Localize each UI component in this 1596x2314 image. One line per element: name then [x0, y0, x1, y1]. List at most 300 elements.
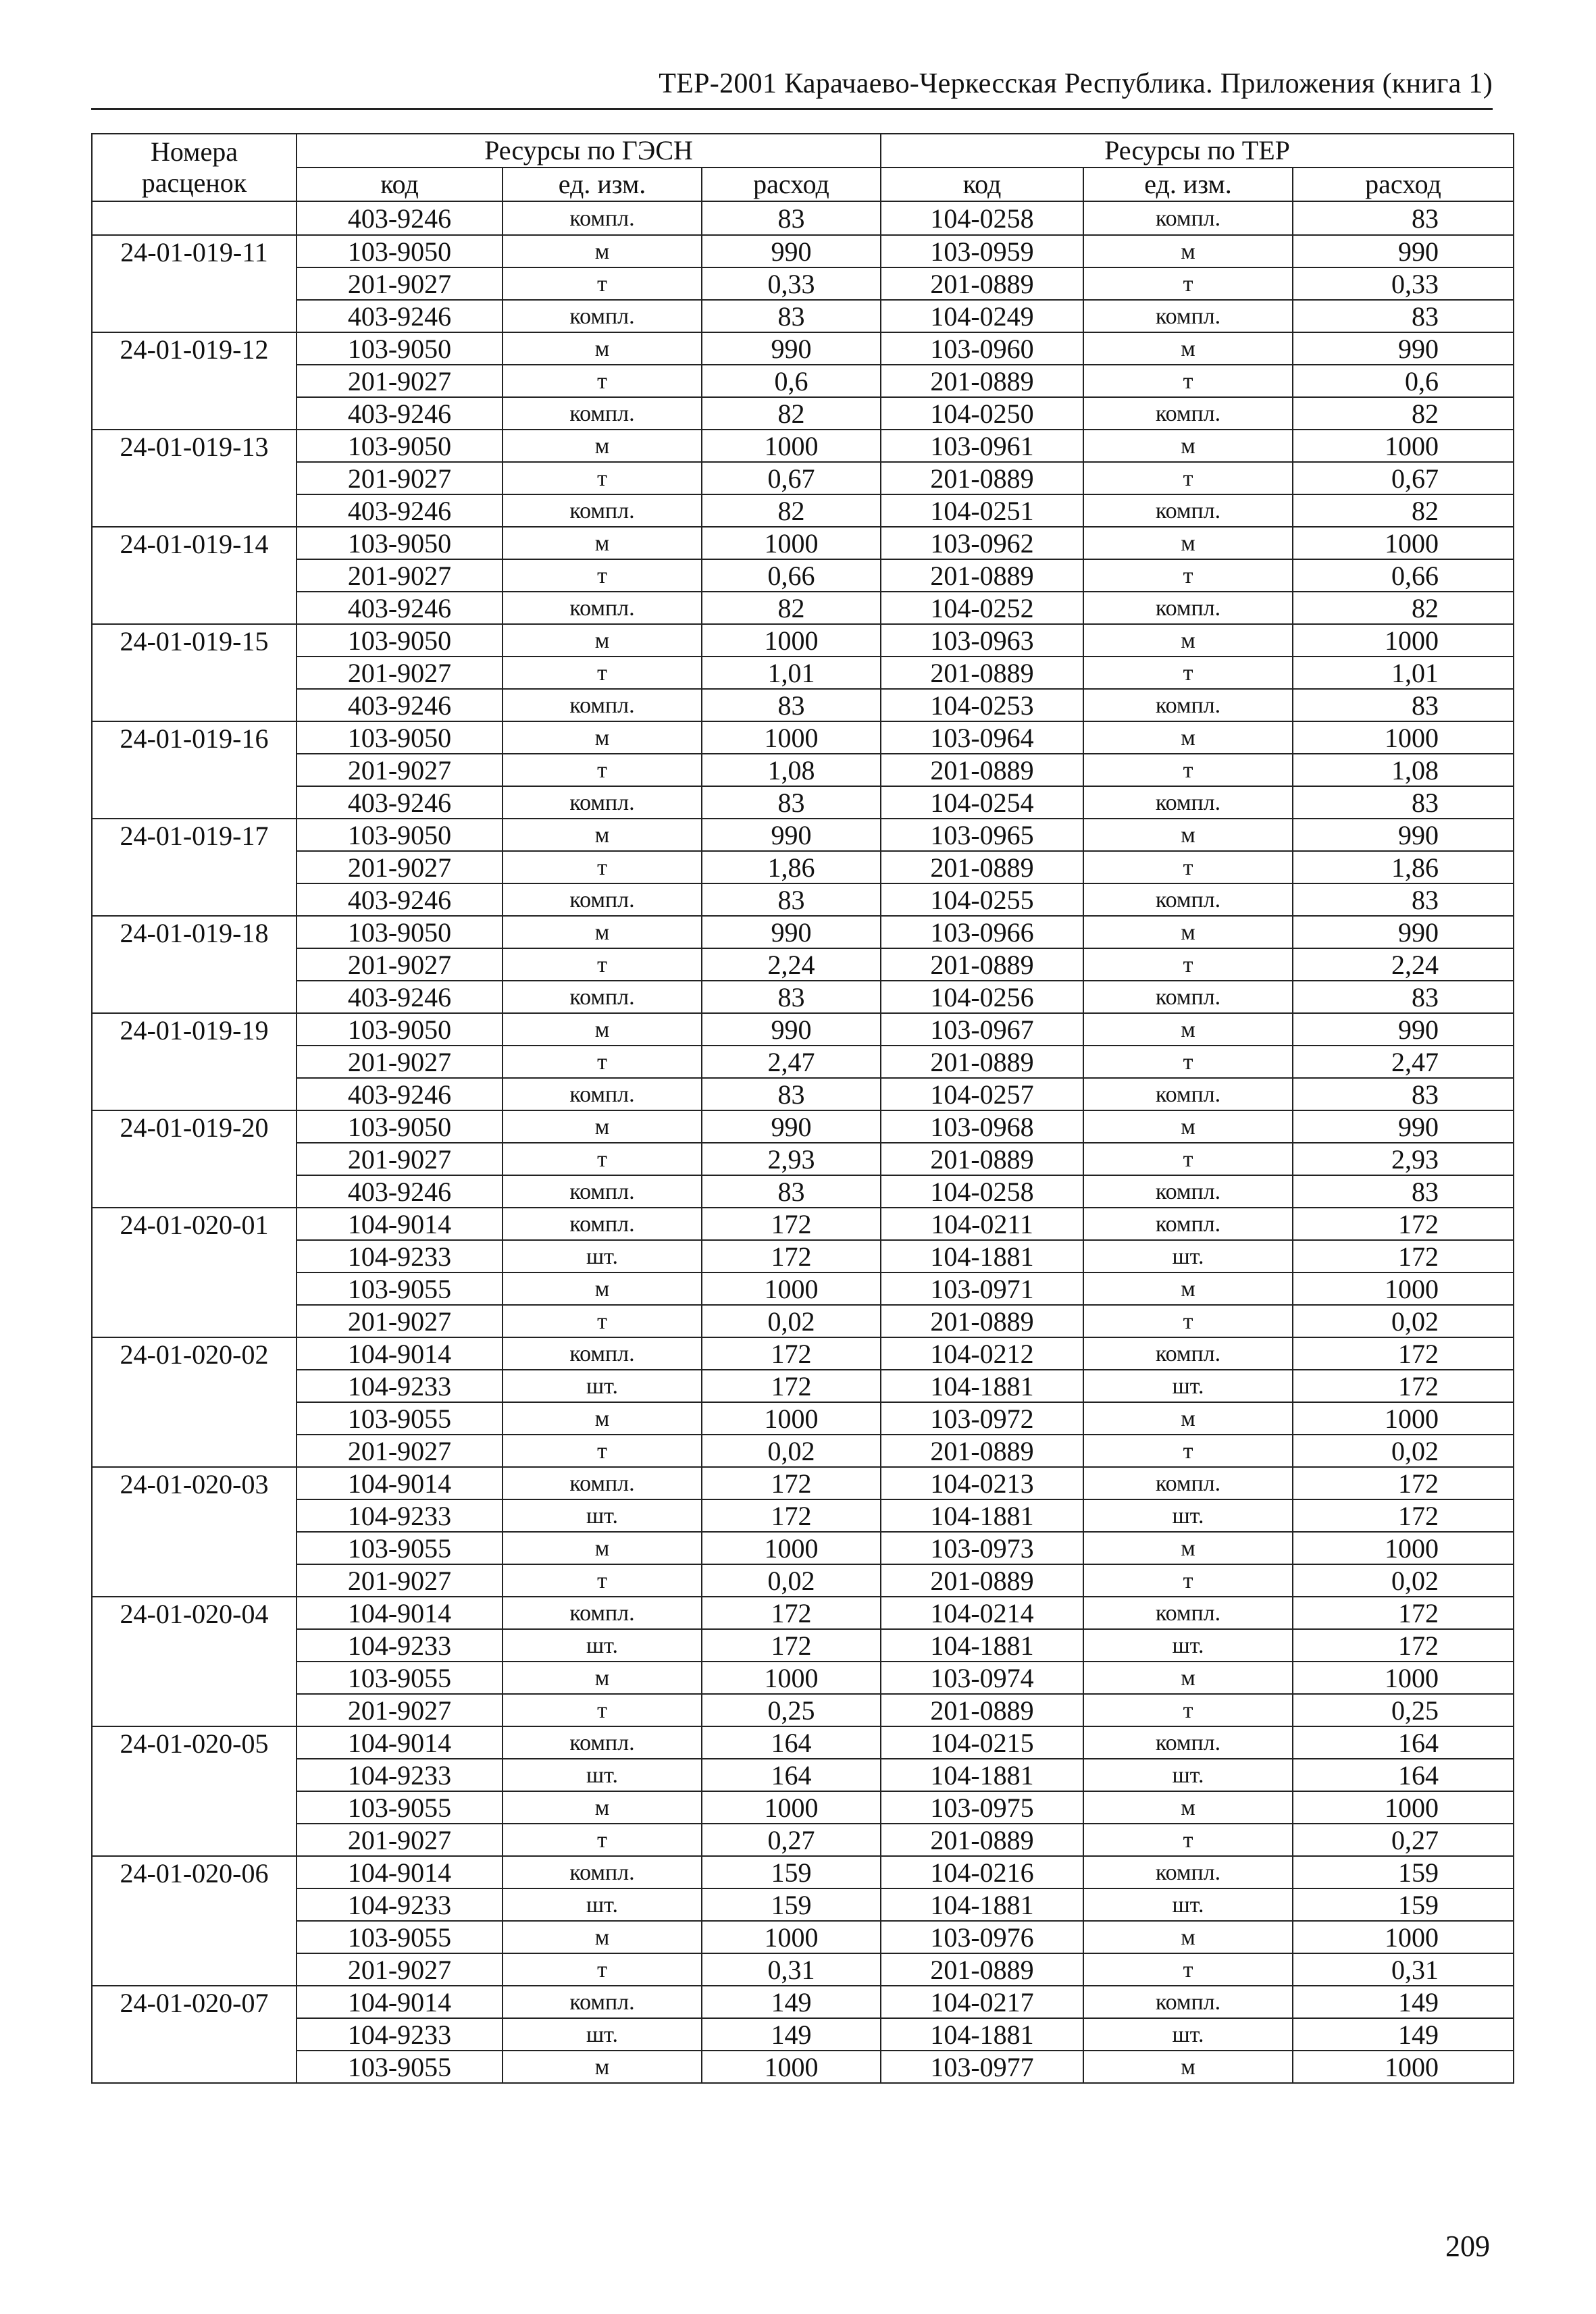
ter-code-cell: 104-0216 [881, 1856, 1083, 1888]
ter-qty-cell: 1000 [1293, 2051, 1514, 2083]
gesn-code-cell: 403-9246 [297, 689, 503, 721]
gesn-code-cell: 103-9050 [297, 721, 503, 754]
gesn-unit-cell: м [503, 1013, 702, 1046]
ter-code-cell: 103-0965 [881, 819, 1083, 851]
gesn-code-cell: 201-9027 [297, 754, 503, 786]
ter-unit-cell: шт. [1083, 2018, 1293, 2051]
ter-code-cell: 201-0889 [881, 1953, 1083, 1986]
ter-unit-cell: компл. [1083, 201, 1293, 235]
table-row [92, 1856, 1514, 1888]
table-row [92, 1370, 1514, 1402]
ter-qty-cell: 1,86 [1293, 851, 1514, 883]
ter-qty-cell: 990 [1293, 1110, 1514, 1143]
gesn-unit-cell: т [503, 1435, 702, 1467]
gesn-code-cell: 104-9014 [297, 1337, 503, 1370]
table-row [92, 883, 1514, 916]
table-row [92, 1175, 1514, 1208]
ter-qty-cell: 83 [1293, 1175, 1514, 1208]
ter-code-cell: 201-0889 [881, 851, 1083, 883]
ter-code-cell: 103-0964 [881, 721, 1083, 754]
ter-code-cell: 103-0976 [881, 1921, 1083, 1953]
gesn-qty-cell: 0,33 [702, 267, 881, 300]
gesn-qty-cell: 1000 [702, 624, 881, 657]
ter-code-cell: 104-1881 [881, 1629, 1083, 1662]
gesn-code-cell: 104-9014 [297, 1467, 503, 1499]
gesn-code-cell: 403-9246 [297, 1078, 503, 1110]
ter-unit-cell: м [1083, 1402, 1293, 1435]
ter-code-cell: 104-1881 [881, 1370, 1083, 1402]
gesn-qty-cell: 164 [702, 1759, 881, 1791]
ter-qty-cell: 0,02 [1293, 1564, 1514, 1597]
ter-code-cell: 104-0215 [881, 1726, 1083, 1759]
table-head [92, 134, 1514, 201]
gesn-qty-cell: 82 [702, 592, 881, 624]
table-row [92, 494, 1514, 527]
ter-code-cell: 201-0889 [881, 657, 1083, 689]
gesn-code-cell: 201-9027 [297, 657, 503, 689]
table-row [92, 1046, 1514, 1078]
ter-code-cell: 201-0889 [881, 1143, 1083, 1175]
gesn-code-cell: 103-9055 [297, 2051, 503, 2083]
gesn-unit-cell: т [503, 1953, 702, 1986]
gesn-unit-cell: м [503, 1532, 702, 1564]
table-row [92, 981, 1514, 1013]
gesn-code-cell: 104-9014 [297, 1597, 503, 1629]
gesn-qty-cell: 990 [702, 1013, 881, 1046]
ter-qty-cell: 83 [1293, 1078, 1514, 1110]
rate-number-cell: 24-01-019-19 [92, 1013, 297, 1110]
ter-qty-cell: 1000 [1293, 721, 1514, 754]
table-row [92, 559, 1514, 592]
ter-qty-cell: 159 [1293, 1888, 1514, 1921]
rate-number-cell: 24-01-019-16 [92, 721, 297, 819]
ter-code-cell: 104-0251 [881, 494, 1083, 527]
ter-qty-cell: 82 [1293, 494, 1514, 527]
gesn-code-cell: 103-9050 [297, 1013, 503, 1046]
ter-code-cell: 104-0212 [881, 1337, 1083, 1370]
gesn-code-cell: 103-9050 [297, 235, 503, 267]
gesn-qty-cell: 1,86 [702, 851, 881, 883]
gesn-unit-cell: компл. [503, 494, 702, 527]
gesn-qty-cell: 149 [702, 1986, 881, 2018]
ter-code-cell: 103-0973 [881, 1532, 1083, 1564]
ter-unit-cell: компл. [1083, 1337, 1293, 1370]
gesn-code-cell: 104-9014 [297, 1208, 503, 1240]
ter-code-cell: 104-0217 [881, 1986, 1083, 2018]
gesn-qty-cell: 0,25 [702, 1694, 881, 1726]
gesn-unit-cell: шт. [503, 1629, 702, 1662]
gesn-unit-cell: м [503, 1402, 702, 1435]
gesn-qty-cell: 0,02 [702, 1564, 881, 1597]
gesn-unit-cell: м [503, 624, 702, 657]
gesn-qty-cell: 172 [702, 1467, 881, 1499]
gesn-qty-cell: 149 [702, 2018, 881, 2051]
gesn-unit-cell: компл. [503, 883, 702, 916]
ter-unit-cell: компл. [1083, 1208, 1293, 1240]
gesn-code-cell: 104-9014 [297, 1986, 503, 2018]
gesn-unit-cell: компл. [503, 1856, 702, 1888]
gesn-unit-cell: т [503, 365, 702, 397]
gesn-unit-cell: т [503, 1824, 702, 1856]
ter-qty-cell: 0,67 [1293, 462, 1514, 494]
gesn-unit-cell: т [503, 267, 702, 300]
rate-number-cell: 24-01-019-18 [92, 916, 297, 1013]
gesn-code-cell: 201-9027 [297, 1824, 503, 1856]
ter-unit-cell: т [1083, 1305, 1293, 1337]
gesn-qty-cell: 83 [702, 1078, 881, 1110]
table-row [92, 1597, 1514, 1629]
gesn-unit-cell: м [503, 819, 702, 851]
ter-qty-cell: 1000 [1293, 624, 1514, 657]
gesn-unit-cell: м [503, 430, 702, 462]
table-row [92, 1824, 1514, 1856]
gesn-unit-cell: м [503, 2051, 702, 2083]
ter-code-cell: 104-0257 [881, 1078, 1083, 1110]
gesn-code-cell: 201-9027 [297, 365, 503, 397]
table-row [92, 201, 1514, 235]
gesn-code-header: код [297, 168, 503, 201]
ter-code-cell: 104-0249 [881, 300, 1083, 332]
ter-qty-cell: 83 [1293, 981, 1514, 1013]
gesn-code-cell: 103-9055 [297, 1662, 503, 1694]
gesn-unit-cell: т [503, 754, 702, 786]
ter-qty-cell: 1000 [1293, 1662, 1514, 1694]
header-row-groups [92, 134, 1514, 168]
ter-code-cell: 104-0250 [881, 397, 1083, 430]
ter-unit-cell: шт. [1083, 1759, 1293, 1791]
gesn-code-cell: 104-9233 [297, 1499, 503, 1532]
ter-unit-cell: шт. [1083, 1370, 1293, 1402]
ter-code-cell: 103-0972 [881, 1402, 1083, 1435]
ter-qty-cell: 1000 [1293, 1272, 1514, 1305]
gesn-code-cell: 403-9246 [297, 300, 503, 332]
ter-qty-cell: 1,08 [1293, 754, 1514, 786]
ter-qty-cell: 172 [1293, 1629, 1514, 1662]
gesn-qty-cell: 159 [702, 1888, 881, 1921]
ter-qty-cell: 990 [1293, 332, 1514, 365]
ter-unit-cell: м [1083, 1532, 1293, 1564]
gesn-code-cell: 103-9050 [297, 624, 503, 657]
ter-qty-cell: 1000 [1293, 1921, 1514, 1953]
table-row [92, 527, 1514, 559]
ter-code-cell: 104-1881 [881, 1499, 1083, 1532]
gesn-unit-cell: т [503, 948, 702, 981]
gesn-code-cell: 104-9233 [297, 2018, 503, 2051]
gesn-code-cell: 104-9233 [297, 1759, 503, 1791]
ter-qty-cell: 1000 [1293, 1791, 1514, 1824]
ter-code-cell: 201-0889 [881, 1046, 1083, 1078]
table-row [92, 819, 1514, 851]
table-row [92, 1662, 1514, 1694]
gesn-code-cell: 201-9027 [297, 267, 503, 300]
col-numbers-line1: Номера [151, 136, 238, 167]
table-row [92, 657, 1514, 689]
gesn-qty-cell: 0,67 [702, 462, 881, 494]
gesn-qty-cell: 0,02 [702, 1305, 881, 1337]
gesn-code-cell: 104-9014 [297, 1856, 503, 1888]
ter-qty-cell: 0,25 [1293, 1694, 1514, 1726]
gesn-code-cell: 201-9027 [297, 1435, 503, 1467]
gesn-qty-cell: 83 [702, 201, 881, 235]
ter-code-cell: 201-0889 [881, 365, 1083, 397]
table-row [92, 332, 1514, 365]
gesn-qty-cell: 83 [702, 883, 881, 916]
gesn-code-cell: 103-9055 [297, 1791, 503, 1824]
gesn-qty-cell: 164 [702, 1726, 881, 1759]
gesn-code-cell: 104-9233 [297, 1240, 503, 1272]
gesn-code-cell: 104-9014 [297, 1726, 503, 1759]
ter-unit-cell: т [1083, 1046, 1293, 1078]
ter-qty-header: расход [1293, 168, 1514, 201]
ter-unit-cell: м [1083, 916, 1293, 948]
ter-unit-cell: т [1083, 1564, 1293, 1597]
gesn-qty-cell: 990 [702, 916, 881, 948]
gesn-unit-cell: шт. [503, 2018, 702, 2051]
gesn-unit-cell: шт. [503, 1499, 702, 1532]
gesn-qty-cell: 82 [702, 397, 881, 430]
table-row [92, 592, 1514, 624]
gesn-code-cell: 104-9233 [297, 1888, 503, 1921]
gesn-code-cell: 103-9055 [297, 1921, 503, 1953]
gesn-unit-cell: м [503, 527, 702, 559]
ter-code-cell: 104-1881 [881, 1240, 1083, 1272]
gesn-unit-cell: компл. [503, 786, 702, 819]
gesn-qty-cell: 2,24 [702, 948, 881, 981]
gesn-code-cell: 103-9050 [297, 819, 503, 851]
ter-code-cell: 103-0977 [881, 2051, 1083, 2083]
rate-number-cell: 24-01-019-17 [92, 819, 297, 916]
rate-number-cell: 24-01-020-02 [92, 1337, 297, 1467]
ter-code-header: код [881, 168, 1083, 201]
ter-unit-cell: т [1083, 1143, 1293, 1175]
ter-code-cell: 104-0252 [881, 592, 1083, 624]
table-row [92, 1240, 1514, 1272]
ter-code-cell: 103-0961 [881, 430, 1083, 462]
ter-unit-cell: компл. [1083, 1078, 1293, 1110]
rate-number-cell: 24-01-019-15 [92, 624, 297, 721]
gesn-qty-cell: 1,01 [702, 657, 881, 689]
gesn-unit-cell: шт. [503, 1370, 702, 1402]
gesn-qty-cell: 172 [702, 1240, 881, 1272]
header-row-sub [92, 168, 1514, 201]
table-row [92, 1791, 1514, 1824]
gesn-code-cell: 403-9246 [297, 494, 503, 527]
ter-code-cell: 104-0253 [881, 689, 1083, 721]
gesn-unit-cell: компл. [503, 1597, 702, 1629]
ter-code-cell: 104-0254 [881, 786, 1083, 819]
ter-qty-cell: 149 [1293, 2018, 1514, 2051]
ter-unit-cell: т [1083, 754, 1293, 786]
gesn-unit-cell: м [503, 916, 702, 948]
gesn-unit-cell: компл. [503, 300, 702, 332]
gesn-code-cell: 201-9027 [297, 462, 503, 494]
ter-qty-cell: 172 [1293, 1467, 1514, 1499]
ter-qty-cell: 164 [1293, 1726, 1514, 1759]
ter-qty-cell: 172 [1293, 1208, 1514, 1240]
ter-code-cell: 104-0258 [881, 1175, 1083, 1208]
table-row [92, 1499, 1514, 1532]
gesn-qty-cell: 990 [702, 819, 881, 851]
gesn-unit-cell: м [503, 1110, 702, 1143]
gesn-qty-cell: 0,31 [702, 1953, 881, 1986]
rate-number-cell [92, 201, 297, 235]
table-row [92, 1986, 1514, 2018]
ter-qty-cell: 172 [1293, 1597, 1514, 1629]
gesn-unit-cell: м [503, 1921, 702, 1953]
ter-unit-cell: м [1083, 1791, 1293, 1824]
gesn-unit-cell: т [503, 462, 702, 494]
ter-unit-cell: т [1083, 559, 1293, 592]
gesn-qty-cell: 83 [702, 1175, 881, 1208]
gesn-qty-cell: 0,02 [702, 1435, 881, 1467]
ter-unit-cell: м [1083, 430, 1293, 462]
ter-unit-cell: м [1083, 1013, 1293, 1046]
table-row [92, 1726, 1514, 1759]
ter-unit-cell: компл. [1083, 1986, 1293, 2018]
gesn-qty-cell: 172 [702, 1597, 881, 1629]
ter-qty-cell: 0,02 [1293, 1435, 1514, 1467]
gesn-code-cell: 201-9027 [297, 1694, 503, 1726]
gesn-qty-cell: 1000 [702, 1921, 881, 1953]
table-row [92, 851, 1514, 883]
gesn-code-cell: 403-9246 [297, 397, 503, 430]
table-row [92, 1013, 1514, 1046]
gesn-unit-cell: т [503, 1143, 702, 1175]
table-row [92, 1337, 1514, 1370]
ter-code-cell: 103-0975 [881, 1791, 1083, 1824]
gesn-unit-cell: т [503, 851, 702, 883]
gesn-unit-cell: шт. [503, 1759, 702, 1791]
gesn-qty-cell: 2,47 [702, 1046, 881, 1078]
gesn-code-cell: 104-9233 [297, 1370, 503, 1402]
ter-unit-cell: т [1083, 267, 1293, 300]
table-row [92, 397, 1514, 430]
table-row [92, 624, 1514, 657]
ter-code-cell: 201-0889 [881, 754, 1083, 786]
ter-unit-cell: м [1083, 1110, 1293, 1143]
ter-code-cell: 201-0889 [881, 1694, 1083, 1726]
ter-unit-cell: компл. [1083, 397, 1293, 430]
col-numbers-header [92, 134, 297, 201]
gesn-qty-cell: 1,08 [702, 754, 881, 786]
ter-code-cell: 103-0963 [881, 624, 1083, 657]
gesn-qty-cell: 1000 [702, 1791, 881, 1824]
ter-unit-cell: компл. [1083, 1175, 1293, 1208]
gesn-unit-cell: компл. [503, 1078, 702, 1110]
gesn-qty-cell: 83 [702, 689, 881, 721]
ter-unit-cell: м [1083, 1921, 1293, 1953]
gesn-unit-cell: компл. [503, 1986, 702, 2018]
gesn-unit-cell: компл. [503, 981, 702, 1013]
ter-code-cell: 104-0214 [881, 1597, 1083, 1629]
col-numbers-line2: расценок [141, 168, 247, 198]
ter-code-cell: 104-0255 [881, 883, 1083, 916]
ter-unit-cell: компл. [1083, 300, 1293, 332]
ter-code-cell: 103-0959 [881, 235, 1083, 267]
gesn-qty-cell: 990 [702, 235, 881, 267]
gesn-unit-cell: шт. [503, 1888, 702, 1921]
ter-qty-cell: 0,02 [1293, 1305, 1514, 1337]
ter-code-cell: 201-0889 [881, 1564, 1083, 1597]
ter-unit-cell: м [1083, 819, 1293, 851]
gesn-unit-cell: м [503, 1791, 702, 1824]
ter-qty-cell: 82 [1293, 397, 1514, 430]
ter-qty-cell: 0,27 [1293, 1824, 1514, 1856]
resource-mapping-table [91, 133, 1514, 2084]
gesn-qty-cell: 83 [702, 300, 881, 332]
ter-unit-cell: компл. [1083, 786, 1293, 819]
gesn-qty-cell: 1000 [702, 1272, 881, 1305]
table-row [92, 1208, 1514, 1240]
gesn-unit-cell: шт. [503, 1240, 702, 1272]
gesn-code-cell: 403-9246 [297, 592, 503, 624]
header-rule [91, 108, 1493, 110]
gesn-qty-cell: 172 [702, 1208, 881, 1240]
ter-code-cell: 104-1881 [881, 1888, 1083, 1921]
gesn-unit-cell: м [503, 1662, 702, 1694]
gesn-code-cell: 103-9050 [297, 430, 503, 462]
ter-qty-cell: 172 [1293, 1370, 1514, 1402]
ter-qty-cell: 83 [1293, 883, 1514, 916]
rate-number-cell: 24-01-020-03 [92, 1467, 297, 1597]
ter-qty-cell: 2,93 [1293, 1143, 1514, 1175]
ter-code-cell: 201-0889 [881, 1435, 1083, 1467]
ter-qty-cell: 149 [1293, 1986, 1514, 2018]
table-row [92, 1143, 1514, 1175]
gesn-qty-cell: 0,6 [702, 365, 881, 397]
gesn-unit-cell: компл. [503, 1467, 702, 1499]
ter-unit-cell: м [1083, 624, 1293, 657]
ter-unit-cell: компл. [1083, 494, 1293, 527]
gesn-code-cell: 201-9027 [297, 1953, 503, 1986]
gesn-unit-cell: компл. [503, 1175, 702, 1208]
gesn-code-cell: 201-9027 [297, 1564, 503, 1597]
ter-code-cell: 201-0889 [881, 267, 1083, 300]
rate-number-cell: 24-01-020-06 [92, 1856, 297, 1986]
ter-qty-cell: 2,24 [1293, 948, 1514, 981]
ter-code-cell: 104-0211 [881, 1208, 1083, 1240]
gesn-qty-header: расход [702, 168, 881, 201]
table-row [92, 300, 1514, 332]
gesn-unit-cell: компл. [503, 1337, 702, 1370]
ter-qty-cell: 0,66 [1293, 559, 1514, 592]
ter-unit-cell: м [1083, 527, 1293, 559]
ter-unit-cell: компл. [1083, 883, 1293, 916]
table-row [92, 1435, 1514, 1467]
ter-qty-cell: 1000 [1293, 1532, 1514, 1564]
gesn-qty-cell: 1000 [702, 527, 881, 559]
ter-code-cell: 103-0967 [881, 1013, 1083, 1046]
ter-unit-cell: т [1083, 948, 1293, 981]
gesn-unit-cell: т [503, 1046, 702, 1078]
gesn-qty-cell: 1000 [702, 2051, 881, 2083]
gesn-qty-cell: 82 [702, 494, 881, 527]
table-row [92, 1272, 1514, 1305]
ter-unit-cell: м [1083, 1662, 1293, 1694]
table-row [92, 916, 1514, 948]
ter-qty-cell: 83 [1293, 689, 1514, 721]
gesn-qty-cell: 990 [702, 332, 881, 365]
gesn-unit-cell: компл. [503, 1726, 702, 1759]
ter-unit-cell: м [1083, 235, 1293, 267]
rate-number-cell: 24-01-019-11 [92, 235, 297, 332]
table-row [92, 1888, 1514, 1921]
gesn-qty-cell: 159 [702, 1856, 881, 1888]
gesn-code-cell: 403-9246 [297, 786, 503, 819]
ter-code-cell: 201-0889 [881, 559, 1083, 592]
ter-unit-cell: компл. [1083, 1726, 1293, 1759]
gesn-qty-cell: 172 [702, 1629, 881, 1662]
